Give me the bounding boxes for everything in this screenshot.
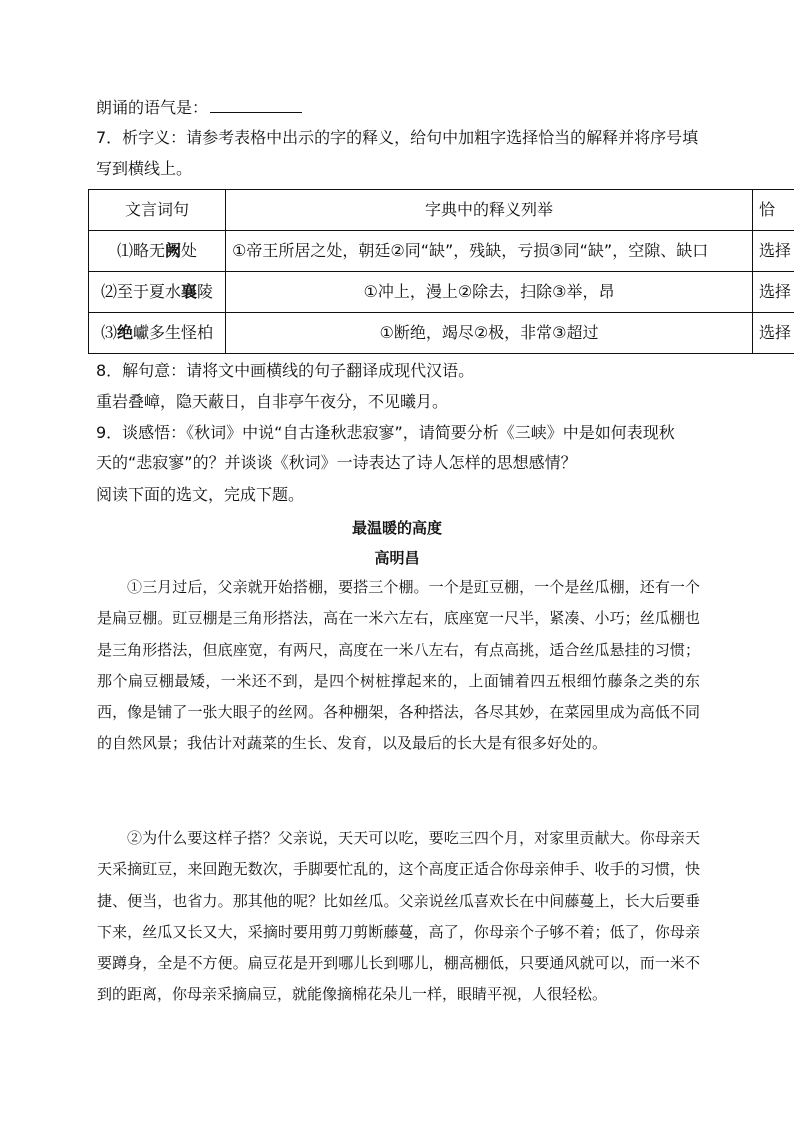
choice-cell[interactable]: 选择 xyxy=(753,272,794,313)
bold-char: 阙 xyxy=(164,241,181,260)
table-row xyxy=(89,231,794,272)
question-8-line-2: 重岩叠嶂，隐天蔽日，自非亭午夜分，不见曦月。 xyxy=(96,392,449,411)
article-paragraph-1: ①三月过后，父亲就开始搭棚，要搭三个棚。一个是豇豆棚，一个是丝瓜棚，还有一个是扁豆棚。豇豆棚是三角形搭法，高在一米六左右，底座宽一尺半，紧凑、小巧；丝瓜棚也是三角形搭法，但底座宽，有两尺，高度在一米八左右，有点高挑，适合丝瓜悬挂的习惯；那个扁豆棚最矮，一米还不到，是四个树桩撑起来的，上面铺着四五根细竹藤条之类的东西，像是铺了一张大眼子的丝网。各种棚架，各种搭法，各尽其妙，在菜园里成为高低不同的自然风景；我估计对蔬菜的生长、发育，以及最后的长大是有很多好处的。 xyxy=(97,578,700,753)
question-7-line-1: 7．析字义：请参考表格中出示的字的释义，给句中加粗字选择恰当的解释并将序号填 xyxy=(96,128,699,147)
meaning-cell: ①断绝，竭尽②极，非常③超过 xyxy=(226,313,753,354)
sentence-cell: ⑵至于夏水襄陵 xyxy=(89,272,226,313)
question-9-line-2: 天的“悲寂寥”的？并谈谈《秋词》一诗表达了诗人怎样的思想感情？ xyxy=(96,453,577,472)
answer-blank[interactable] xyxy=(210,98,302,113)
header-meanings: 字典中的释义列举 xyxy=(226,190,753,231)
tone-question-text: 朗诵的语气是： xyxy=(96,98,209,117)
sentence-cell: ⑶绝巘多生怪柏 xyxy=(89,313,226,354)
definition-table xyxy=(88,189,794,354)
question-8-line-1: 8．解句意：请将文中画横线的句子翻译成现代汉语。 xyxy=(96,361,475,380)
table-row xyxy=(89,272,794,313)
question-7-line-2: 写到横线上。 xyxy=(96,159,193,178)
table-header-row xyxy=(89,190,794,231)
reading-instruction: 阅读下面的选文，完成下题。 xyxy=(96,485,305,504)
bold-char: 襄 xyxy=(180,282,197,301)
header-sentence: 文言词句 xyxy=(89,190,226,231)
bold-char: 绝 xyxy=(116,323,133,342)
meaning-cell: ①帝王所居之处，朝廷②同“缺”，残缺，亏损③同“缺”，空隙、缺口 xyxy=(226,231,753,272)
article-paragraph-2: ②为什么要这样子搭？父亲说，天天可以吃，要吃三四个月，对家里贡献大。你母亲天天采摘豇豆，来回跑无数次，手脚要忙乱的，这个高度正适合你母亲伸手、收手的习惯，快捷、便当，也省力。那其他的呢？比如丝瓜。父亲说丝瓜喜欢长在中间藤蔓上，长大后要垂下来，丝瓜又长又大，采摘时要用剪刀剪断藤蔓，高了，你母亲个子够不着；低了，你母亲要蹲身，全是不方便。扁豆花是开到哪儿长到哪儿，棚高棚低，只要通风就可以，而一米不到的距离，你母亲采摘扁豆，就能像摘棉花朵儿一样，眼睛平视，人很轻松。 xyxy=(97,829,700,1004)
header-choice: 恰 xyxy=(753,190,794,231)
choice-cell[interactable]: 选择 xyxy=(753,231,794,272)
article-author: 高明昌 xyxy=(374,549,420,567)
question-9-line-1: 9．谈感悟：《秋词》中说“自古逢秋悲寂寥”，请简要分析《三峡》中是如何表现秋 xyxy=(96,423,675,442)
tone-question xyxy=(96,98,302,118)
meaning-cell: ①冲上，漫上②除去，扫除③举，昂 xyxy=(226,272,753,313)
choice-cell[interactable]: 选择 xyxy=(753,313,794,354)
table-row xyxy=(89,313,794,354)
article-title: 最温暖的高度 xyxy=(351,519,442,537)
sentence-cell: ⑴略无阙处 xyxy=(89,231,226,272)
